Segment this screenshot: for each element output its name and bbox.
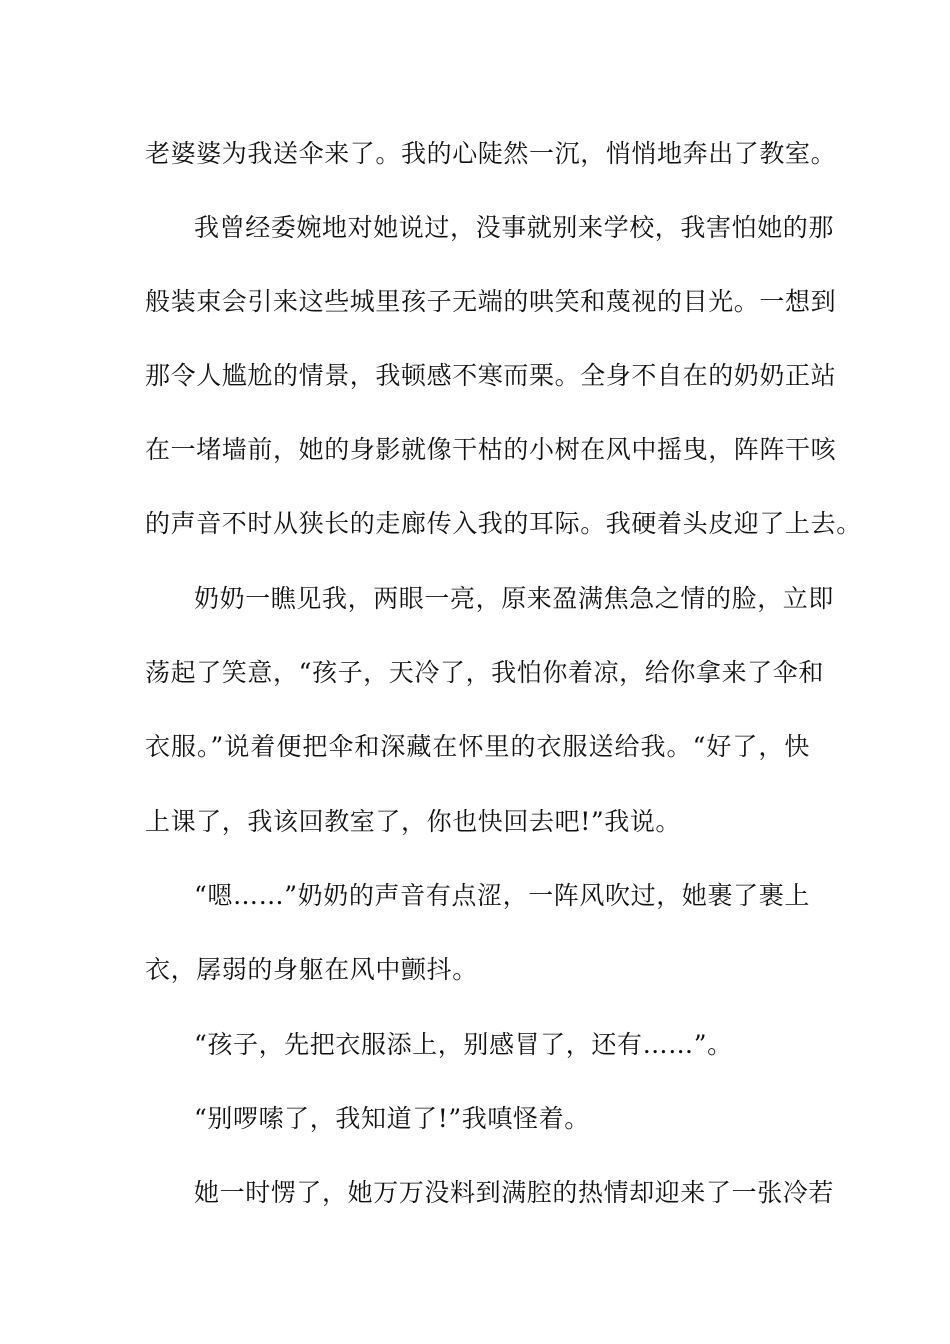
text-line: 衣服。”说着便把伞和深藏在怀里的衣服送给我。“好了，快 (145, 732, 810, 761)
text-line: 那令人尴尬的情景，我顿感不寒而栗。全身不自在的奶奶正站 (145, 361, 837, 390)
paragraph-end-line: 上课了，我该回教室了，你也快回去吧!”我说。 (145, 807, 682, 836)
text-line: 荡起了笑意，“孩子，天冷了，我怕你着凉，给你拿来了伞和 (145, 658, 824, 687)
paragraph-start-line: “嗯……”奶奶的声音有点涩，一阵风吹过，她裹了裹上 (194, 881, 810, 910)
text-line: 的声音不时从狭长的走廊传入我的耳际。我硬着头皮迎了上去。 (145, 509, 862, 538)
text-line: 般装束会引来这些城里孩子无端的哄笑和蔑视的目光。一想到 (145, 287, 837, 316)
paragraph-end-line: 衣，孱弱的身躯在风中颤抖。 (145, 955, 478, 984)
dialogue-line: “别啰嗦了，我知道了!”我嗔怪着。 (194, 1104, 590, 1133)
text-line: 老婆婆为我送伞来了。我的心陡然一沉，悄悄地奔出了教室。 (145, 139, 837, 168)
paragraph-start-line: 我曾经委婉地对她说过，没事就别来学校，我害怕她的那 (194, 213, 835, 242)
paragraph-start-line: 奶奶一瞧见我，两眼一亮，原来盈满焦急之情的脸，立即 (194, 584, 835, 613)
text-line: 在一堵墙前，她的身影就像干枯的小树在风中摇曳，阵阵干咳 (145, 435, 837, 464)
paragraph-start-line: 她一时愣了，她万万没料到满腔的热情却迎来了一张冷若 (194, 1178, 835, 1207)
dialogue-line: “孩子，先把衣服添上，别感冒了，还有……”。 (194, 1030, 733, 1059)
